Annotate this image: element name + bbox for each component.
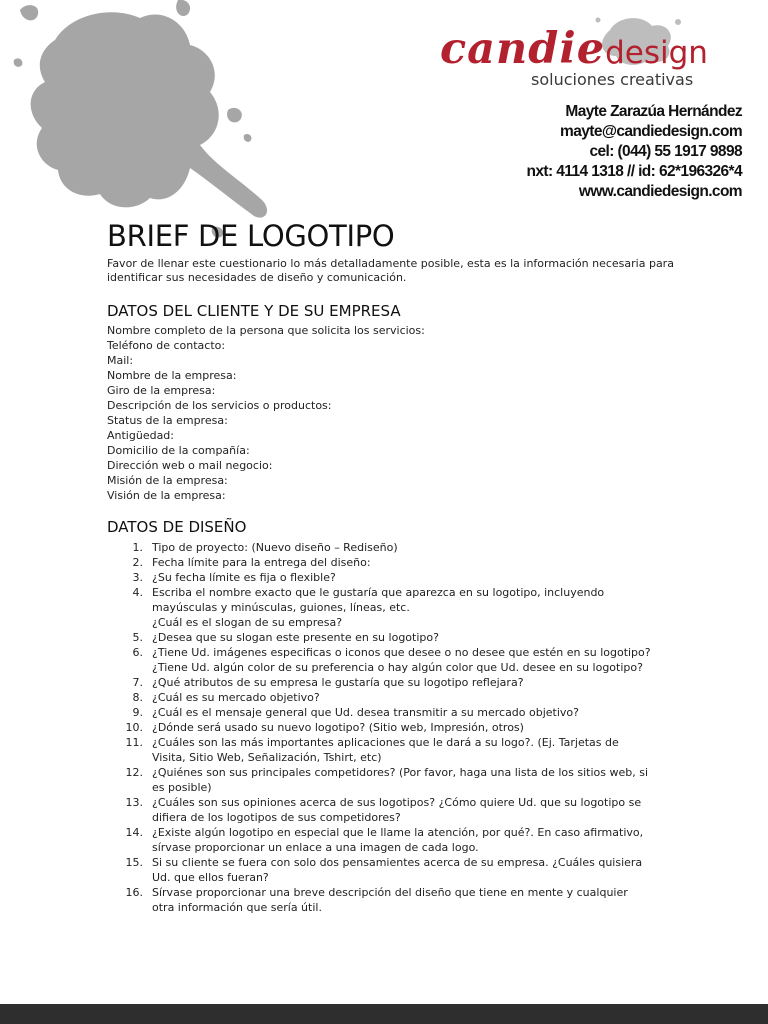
contact-email: mayte@candiedesign.com <box>560 123 742 140</box>
design-question-item <box>107 855 667 885</box>
client-fields-list <box>107 323 425 503</box>
question-number: 10. <box>125 721 143 734</box>
question-text-line: ¿Tiene Ud. algún color de su preferencia o hay algún color que Ud. desee en su logotipo? <box>152 661 643 674</box>
question-text-line: ¿Desea que su slogan este presente en su logotipo? <box>152 631 439 644</box>
question-number: 14. <box>125 826 143 839</box>
question-number: 15. <box>125 856 143 869</box>
question-text-line: Fecha límite para la entrega del diseño: <box>152 556 371 569</box>
design-section-heading: DATOS DE DISEÑO <box>107 518 247 536</box>
intro-text: Favor de llenar este cuestionario lo más detalladamente posible, esta es la información necesaria para identificar sus necesidades de diseño y comunicación. <box>107 257 674 284</box>
client-field-label: Antigüedad: <box>107 429 174 442</box>
design-question-item <box>107 885 667 915</box>
brand-name-design: design <box>605 35 708 71</box>
design-question-item <box>107 720 667 735</box>
question-text-line: es posible) <box>152 781 212 794</box>
client-field-label: Nombre completo de la persona que solicita los servicios: <box>107 324 425 337</box>
question-text-line: ¿Cuáles son las más importantes aplicaciones que le dará a su logo?. (Ej. Tarjetas de <box>152 736 619 749</box>
question-text-line: sírvase proporcionar un enlace a una imagen de cada logo. <box>152 841 479 854</box>
design-question-item <box>107 735 667 765</box>
question-number: 8. <box>132 691 143 704</box>
question-text-line: difiera de los logotipos de sus competidores? <box>152 811 401 824</box>
ink-splat-graphic <box>0 0 290 240</box>
question-text-line: ¿Qué atributos de su empresa le gustaría que su logotipo reflejara? <box>152 676 524 689</box>
question-text-line: ¿Dónde será usado su nuevo logotipo? (Sitio web, Impresión, otros) <box>152 721 524 734</box>
design-question-item <box>107 645 667 675</box>
question-text-line: ¿Cuáles son sus opiniones acerca de sus logotipos? ¿Cómo quiere Ud. que su logotipo se <box>152 796 642 809</box>
design-question-item <box>107 690 667 705</box>
question-text-line: ¿Existe algún logotipo en especial que le llame la atención, por qué?. En caso afirmativo, <box>152 826 644 839</box>
client-section-heading: DATOS DEL CLIENTE Y DE SU EMPRESA <box>107 302 401 320</box>
client-field-label: Nombre de la empresa: <box>107 369 237 382</box>
brand-name-candie: candie <box>440 24 606 74</box>
client-field-label: Dirección web o mail negocio: <box>107 459 273 472</box>
design-question-item <box>107 585 667 630</box>
design-question-item <box>107 705 667 720</box>
question-number: 6. <box>132 646 143 659</box>
design-question-item <box>107 540 667 555</box>
design-questions-list <box>107 540 667 915</box>
question-number: 13. <box>125 796 143 809</box>
design-question-item <box>107 675 667 690</box>
client-field-label: Domicilio de la compañía: <box>107 444 250 457</box>
question-text-line: otra información que sería útil. <box>152 901 322 914</box>
contact-block <box>527 102 742 202</box>
client-field-label: Mail: <box>107 354 134 367</box>
question-text-line: Tipo de proyecto: (Nuevo diseño – Rediseño) <box>152 541 398 554</box>
page-title: BRIEF DE LOGOTIPO <box>107 219 395 253</box>
contact-name: Mayte Zarazúa Hernández <box>565 103 742 120</box>
question-number: 3. <box>132 571 143 584</box>
question-text-line: ¿Quiénes son sus principales competidores? (Por favor, haga una lista de los sitios web, si <box>152 766 649 779</box>
question-number: 9. <box>132 706 143 719</box>
contact-nextel: nxt: 4114 1318 // id: 62*196326*4 <box>526 163 742 180</box>
design-question-item <box>107 795 667 825</box>
contact-cell: cel: (044) 55 1917 9898 <box>589 143 742 160</box>
question-text-line: ¿Su fecha límite es fija o flexible? <box>152 571 336 584</box>
design-question-item <box>107 765 667 795</box>
question-text-line: Ud. que ellos fueran? <box>152 871 269 884</box>
design-question-item <box>107 570 667 585</box>
question-text-line: Sírvase proporcionar una breve descripción del diseño que tiene en mente y cualquier <box>152 886 628 899</box>
question-number: 2. <box>132 556 143 569</box>
question-text-line: ¿Cuál es el slogan de su empresa? <box>152 616 343 629</box>
question-text-line: Visita, Sitio Web, Señalización, Tshirt, etc) <box>152 751 382 764</box>
question-number: 1. <box>132 541 143 554</box>
client-field-label: Teléfono de contacto: <box>107 339 226 352</box>
client-field-label: Misión de la empresa: <box>107 474 228 487</box>
question-number: 7. <box>132 676 143 689</box>
client-field-label: Giro de la empresa: <box>107 384 216 397</box>
client-field-label: Descripción de los servicios o productos: <box>107 399 332 412</box>
design-question-item <box>107 555 667 570</box>
question-number: 11. <box>125 736 143 749</box>
contact-website: www.candiedesign.com <box>578 183 742 200</box>
question-text-line: Si su cliente se fuera con solo dos pensamientes acerca de su empresa. ¿Cuáles quisiera <box>152 856 643 869</box>
question-number: 16. <box>125 886 143 899</box>
footer-bar <box>0 1004 768 1024</box>
question-text-line: ¿Tiene Ud. imágenes especificas o iconos que desee o no desee que estén en su logotipo? <box>152 646 651 659</box>
question-number: 12. <box>125 766 143 779</box>
client-field-label: Visión de la empresa: <box>107 489 226 502</box>
question-text-line: Escriba el nombre exacto que le gustaría que aparezca en su logotipo, incluyendo <box>152 586 605 599</box>
design-question-item <box>107 630 667 645</box>
question-number: 4. <box>132 586 143 599</box>
brand-tagline: soluciones creativas <box>531 70 694 89</box>
brand-logo <box>440 24 762 89</box>
question-text-line: ¿Cuál es su mercado objetivo? <box>152 691 320 704</box>
client-field-label: Status de la empresa: <box>107 414 228 427</box>
question-text-line: mayúsculas y minúsculas, guiones, líneas, etc. <box>152 601 410 614</box>
question-text-line: ¿Cuál es el mensaje general que Ud. desea transmitir a su mercado objetivo? <box>152 706 580 719</box>
question-number: 5. <box>132 631 143 644</box>
design-question-item <box>107 825 667 855</box>
